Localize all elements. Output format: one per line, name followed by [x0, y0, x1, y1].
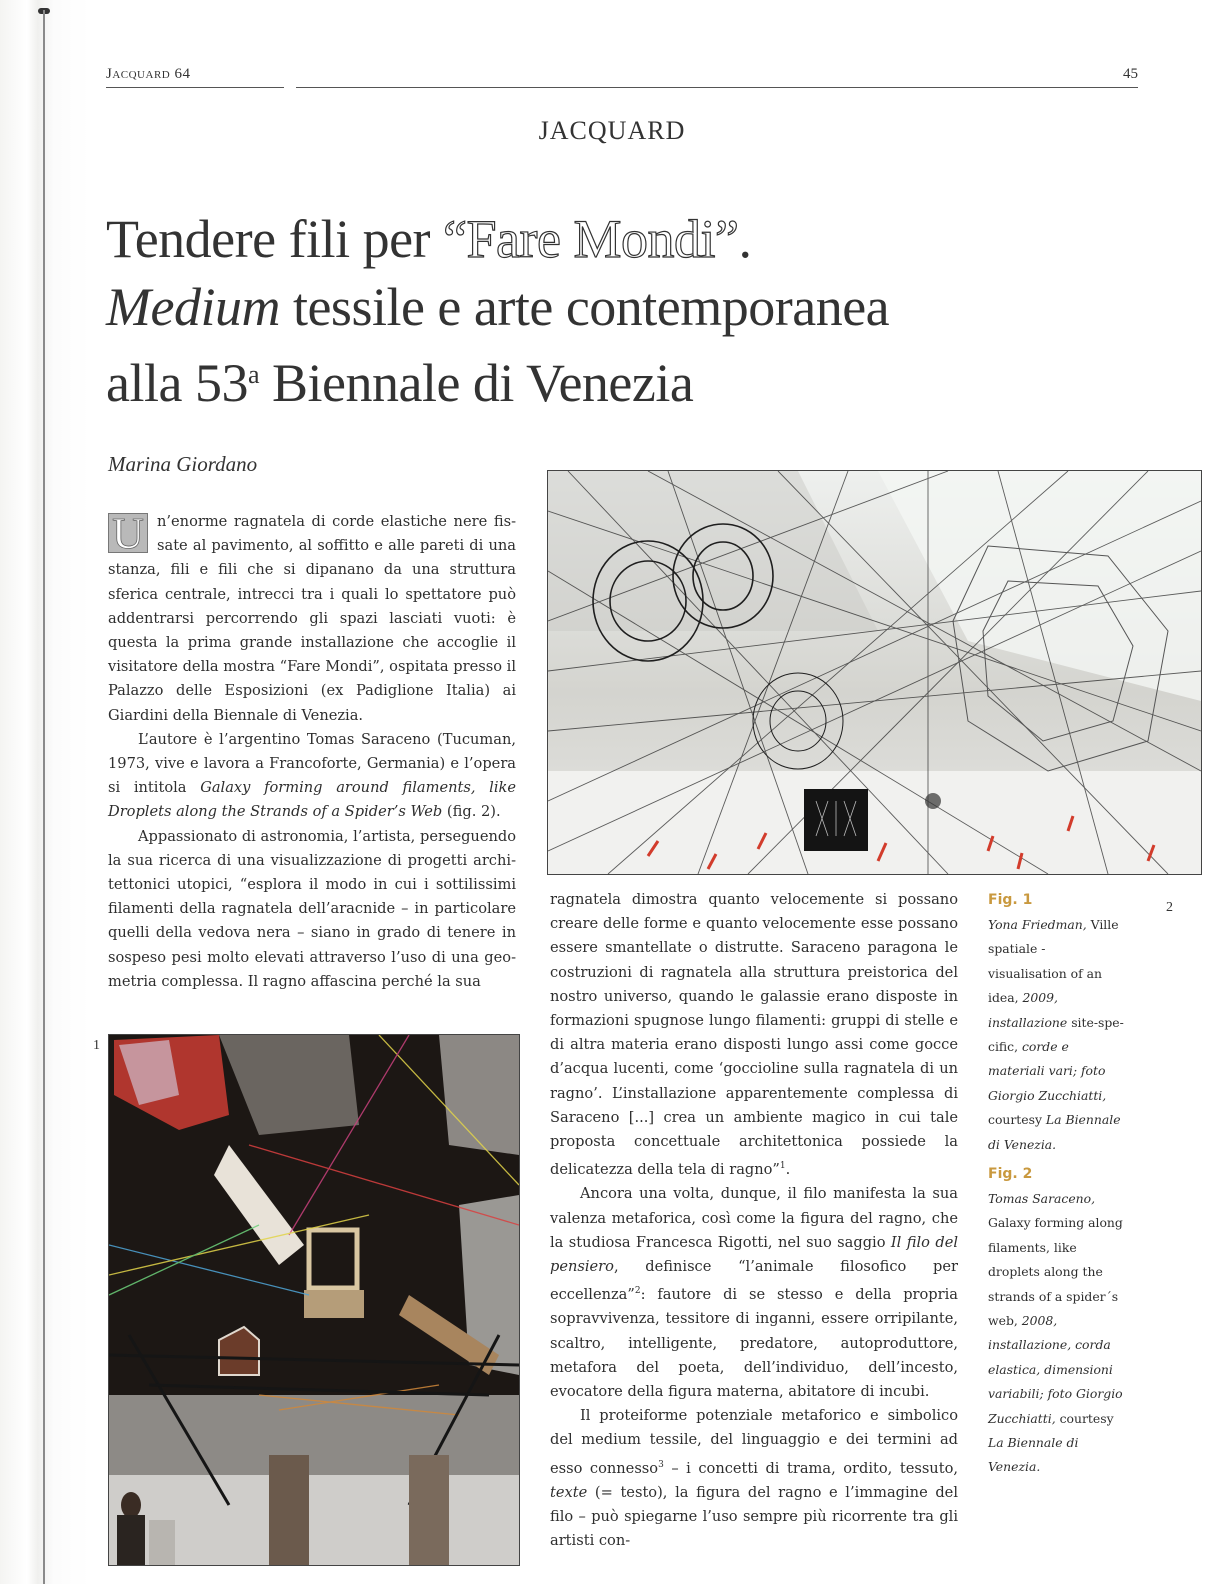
- title-outline-text: “Fare Mondi”: [443, 209, 739, 269]
- figure-1-label: Fig. 1: [988, 892, 1033, 908]
- paragraph-text: , definisce “l’animale filosofico per eccellenza”: [550, 1258, 958, 1304]
- caption-materials: installazione, corda elastica, dimensioni variabili; foto Giorgio Zucchiatti,: [988, 1337, 1123, 1426]
- paragraph-2: [108, 728, 516, 825]
- author-name: Marina Giordano: [108, 452, 258, 476]
- caption-year: 2009,: [1018, 990, 1058, 1006]
- caption-work: Ville spatiale - visualisation of an idea,: [988, 917, 1119, 1006]
- article-title: [106, 205, 889, 417]
- title-text: Tendere fili per: [106, 209, 444, 269]
- title-italic-word: Medium: [106, 277, 280, 337]
- artwork-title: Galaxy forming around filaments, like Droplets along the Strands of a Spider’s Web: [108, 779, 516, 821]
- title-text: alla 53: [106, 353, 248, 413]
- caption-type-detail: site-specific,: [988, 1014, 1124, 1055]
- caption-artist: Tomas Saraceno,: [988, 1191, 1096, 1206]
- paragraph-1: [108, 510, 516, 728]
- title-line-2: [106, 273, 889, 341]
- gutter-fold-line: [43, 10, 45, 1584]
- caption-courtesy: courtesy: [1055, 1410, 1114, 1426]
- caption-credit: La Biennale di Venezia.: [988, 1435, 1079, 1475]
- title-text: Biennale di Venezia: [259, 353, 694, 413]
- ville-spatiale-installation-image: [109, 1035, 519, 1565]
- caption-work: Galaxy forming along filaments, like droplets along the strands of a spider´s web,: [988, 1215, 1123, 1329]
- header-rule-left: [106, 87, 284, 88]
- page-number: 45: [1123, 66, 1138, 82]
- caption-year: 2008,: [1017, 1313, 1058, 1329]
- figure-1-photo: [108, 1034, 520, 1566]
- figure-1-caption: [988, 889, 1128, 1157]
- title-punct: .: [738, 209, 752, 269]
- paragraph-text: ragnatela dimostra quanto velocemente si possano creare delle forme e quanto velocemente esse possano essere smantellate o distrutte. Saraceno paragona le costruzioni di ragnatela alla struttura preistorica del nostro universo, quando le galassie erano disposte in formazioni spugnose lungo filamenti: gruppi di stelle e di altra materia erano disposti lungo assi come gocce d’acqua lucenti, come ‘goccioline sulla ragnatela di un ragno’. L’installazione apparentemente complessa di Saraceno [...] crea un ambiente magico in cui tale proposta concettuale architettonica possiede la delicatezza della tela di ragno”: [550, 891, 958, 1179]
- paragraph-text: Ancora una volta, dunque, il filo manifesta la sua valenza metaforica, così come la figura del ragno, che la studiosa Francesca Rigotti, nel suo saggio: [550, 1185, 958, 1251]
- title-line-3: [106, 341, 889, 417]
- section-heading: JACQUARD: [538, 116, 686, 145]
- figure-2-photo: [547, 470, 1202, 875]
- paragraph-text: : fautore di se stesso e della propria sopravvivenza, tessitore di inganni, essere orripilante, scaltro, intelligente, predatore, autoproduttore, metafora del poeta, dell’individuo, dell’incesto, evocatore della figura materna, abitatore di incubi.: [550, 1286, 958, 1401]
- drop-cap: U: [108, 513, 148, 553]
- paragraph-text: n’enorme ragnatela di corde elastiche nere fissate al pavimento, al soffitto e alle pareti di una stanza, fili e fili che si dipanano da una struttura sferica centrale, intrecci tra i quali lo spettatore può addentrarsi percorrendo gli spazi lasciati vuoti: è questa la prima grande installazione che accoglie il visitatore della mostra “Fare Mondi”, ospitata presso il Palazzo delle Esposizioni (ex Padiglione Italia) ai Giardini della Biennale di Venezia.: [108, 513, 516, 724]
- title-line-1: [106, 205, 889, 273]
- footnote-marker: 2: [634, 1286, 641, 1297]
- title-superscript: a: [247, 360, 259, 389]
- paragraph-5: [550, 1404, 958, 1553]
- header-rule-right: [296, 87, 1138, 88]
- paragraph-text: .: [785, 1161, 791, 1179]
- figure-reference: (fig. 2).: [442, 803, 501, 821]
- footnote-marker: 1: [779, 1161, 786, 1172]
- paragraph-3-continued: [550, 888, 958, 1182]
- running-head-journal: Jacquard 64: [106, 66, 191, 82]
- figure-2-number: 2: [1166, 900, 1173, 915]
- text-column-middle: [550, 888, 958, 1553]
- paragraph-text: Il proteiforme potenziale metaforico e simbolico del medium tessile, del linguaggio e dei termini ad esso connesso: [550, 1407, 958, 1477]
- paragraph-text: – i concetti di trama, ordito, tessuto,: [663, 1459, 958, 1477]
- footnote-marker: 3: [658, 1459, 664, 1470]
- caption-materials: corde e materiali vari; foto Giorgio Zucchiatti,: [988, 1039, 1107, 1103]
- spider-web-installation-image: [548, 471, 1201, 874]
- paragraph-3: [108, 825, 516, 994]
- caption-artist: Yona Friedman,: [988, 917, 1087, 932]
- title-text: tessile e arte contemporanea: [279, 277, 890, 337]
- paragraph-text: (= testo), la figura del ragno e l’immagine del filo – può spiegarne l’uso sempre più ricorrente tra gli artisti con-: [550, 1483, 958, 1550]
- figure-2-caption: [988, 1163, 1128, 1480]
- paragraph-4: [550, 1182, 958, 1404]
- text-column-left: [108, 510, 516, 994]
- figure-2-label: Fig. 2: [988, 1166, 1033, 1182]
- book-gutter: [0, 0, 90, 1584]
- caption-type: installazione: [988, 1014, 1068, 1030]
- book-title: Il filo del pensiero: [550, 1233, 958, 1276]
- paragraph-text: Appassionato di astronomia, l’artista, perseguendo la sua ricerca di una visualizzazione di progetti architettonici utopici, “esplora il modo in cui i sottilissimi filamenti della ragnatela dell’aracnide – in particolare quelli della vedova nera – siano in grado di tenere in sospeso pesi molto elevati attraverso l’uso di una geometria complessa. Il ragno affascina perché la sua: [108, 827, 516, 990]
- figure-1-number: 1: [93, 1038, 100, 1053]
- paragraph-text: L’autore è l’argentino Tomas Saraceno (Tucuman, 1973, vive e lavora a Francoforte, Germania) e l’opera si intitola: [108, 730, 516, 797]
- caption-courtesy: courtesy: [988, 1112, 1042, 1128]
- caption-credit: La Biennale di Venezia.: [988, 1112, 1121, 1152]
- italic-term: texte: [550, 1483, 588, 1501]
